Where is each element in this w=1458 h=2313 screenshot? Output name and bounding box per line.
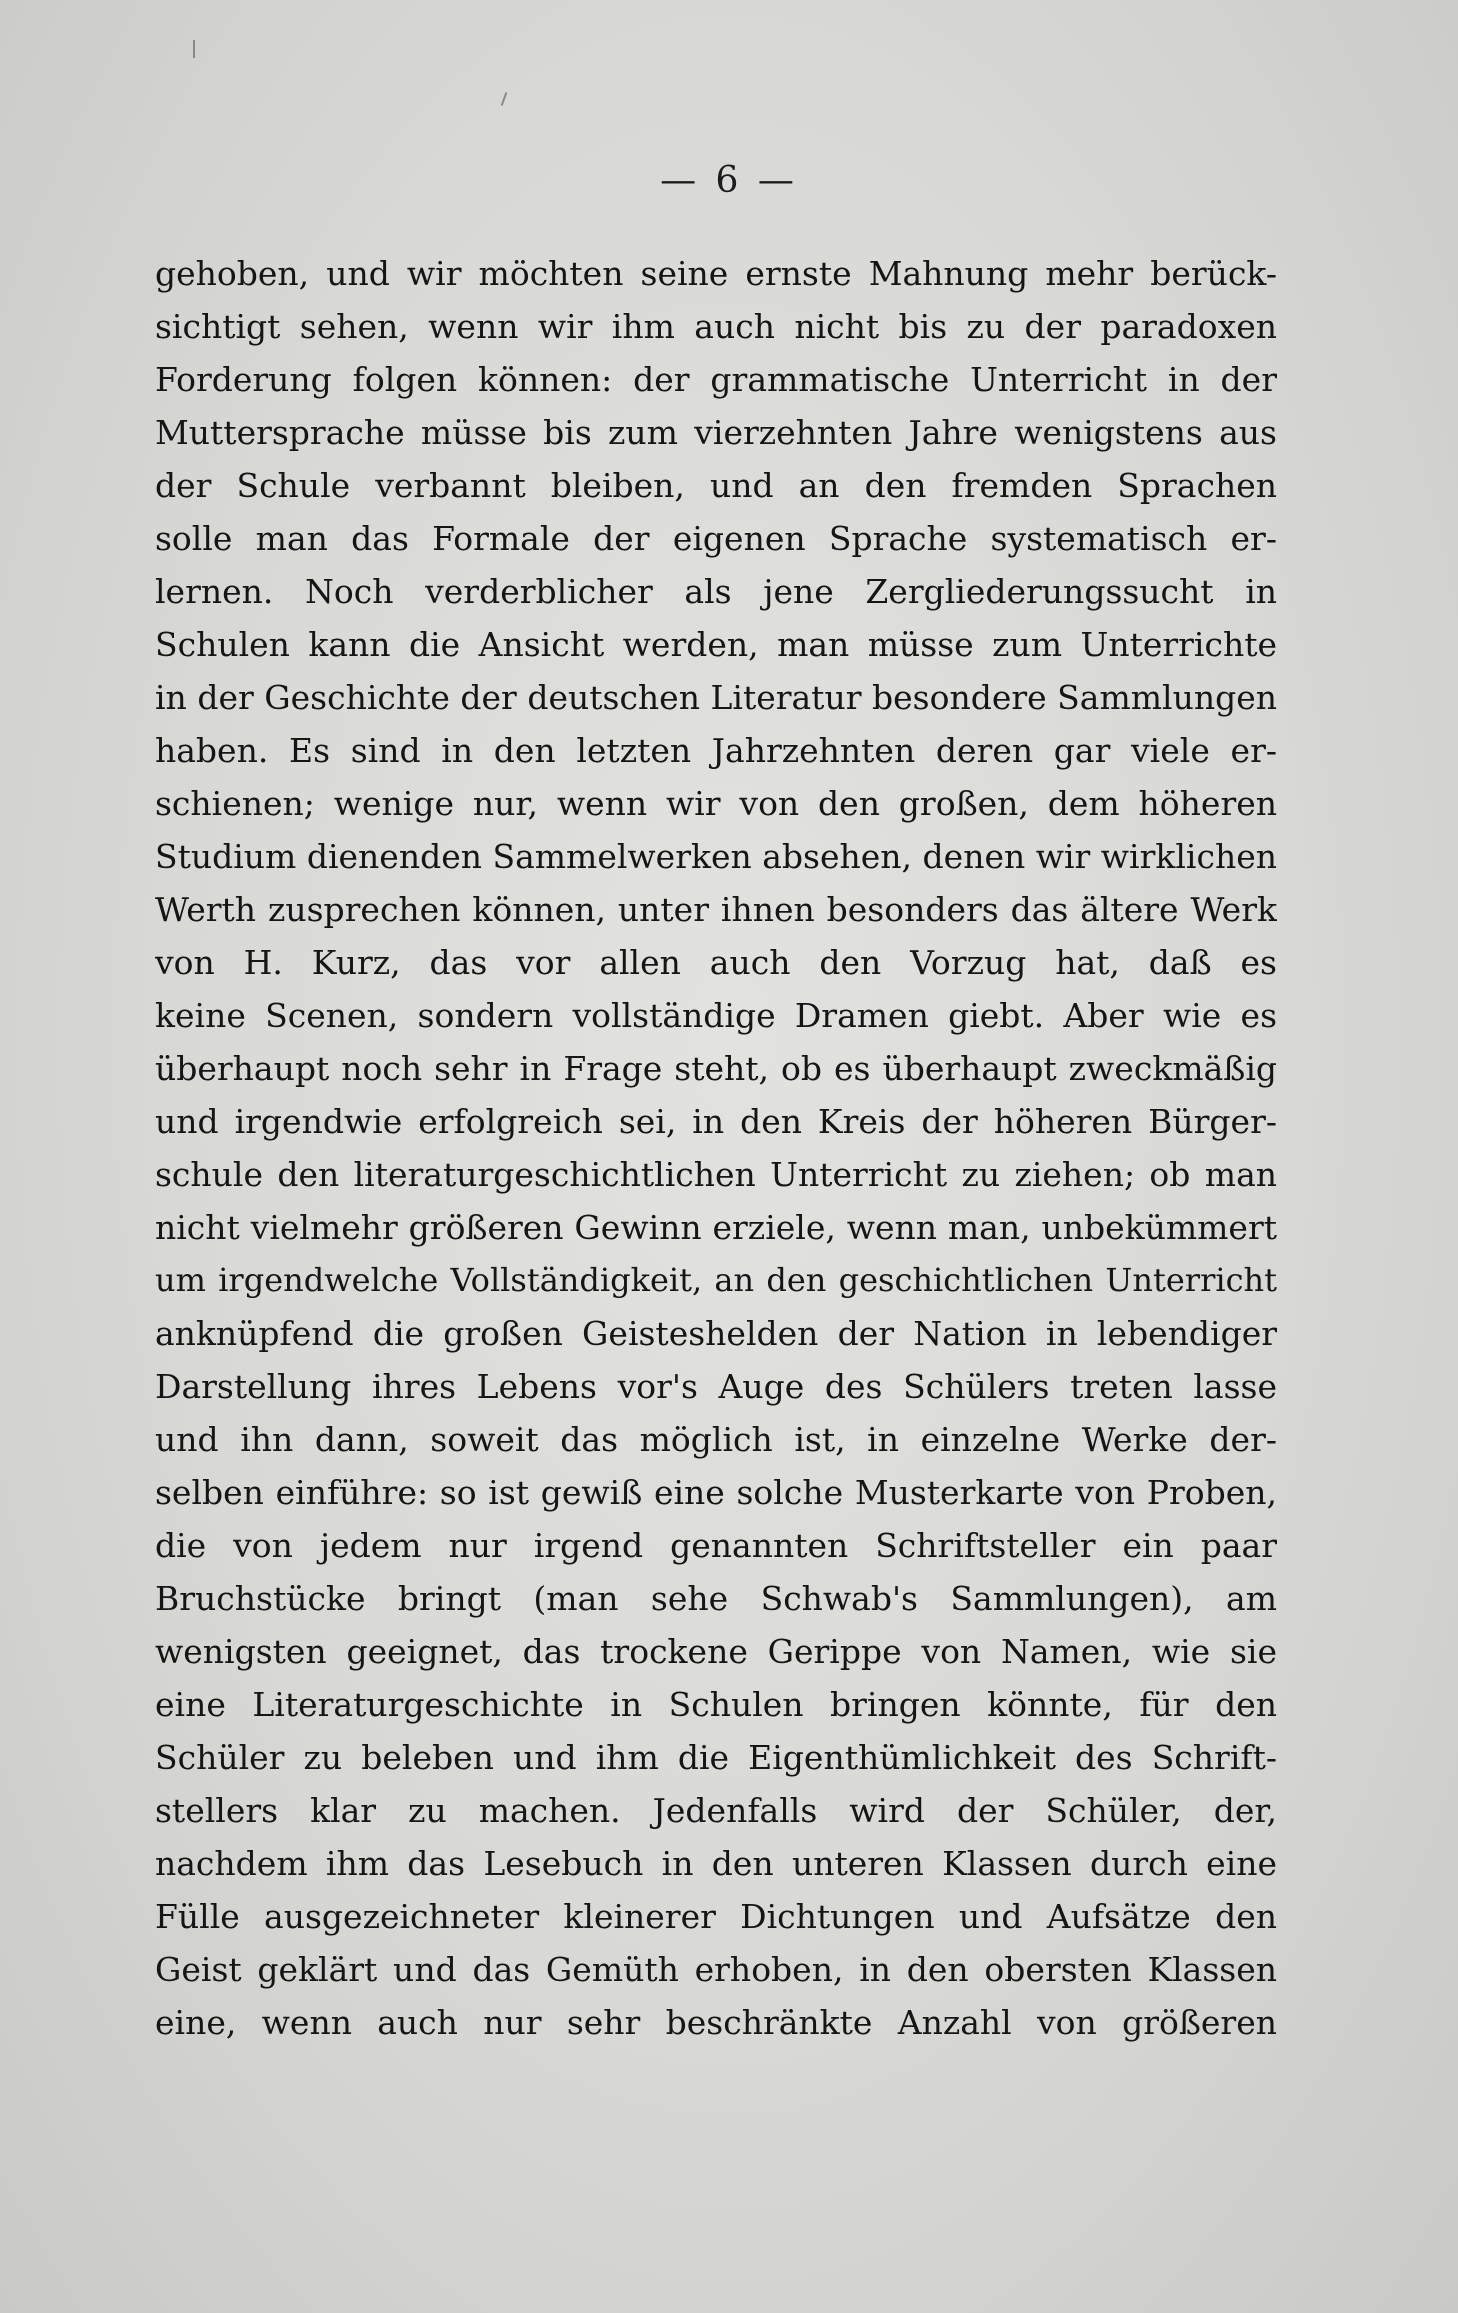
text-line: Werth zusprechen können, unter ihnen besonders das ältere Werk bbox=[155, 890, 1277, 929]
text-line: eine Literaturgeschichte in Schulen bringen könnte, für den bbox=[155, 1685, 1277, 1724]
text-line: solle man das Formale der eigenen Sprache systematisch er- bbox=[155, 519, 1277, 558]
text-line: Forderung folgen können: der grammatische Unterricht in der bbox=[155, 360, 1277, 399]
text-line: Geist geklärt und das Gemüth erhoben, in den obersten Klassen bbox=[155, 1950, 1277, 1989]
text-line: nachdem ihm das Lesebuch in den unteren Klassen durch eine bbox=[155, 1844, 1277, 1883]
text-line: Fülle ausgezeichneter kleinerer Dichtungen und Aufsätze den bbox=[155, 1897, 1277, 1936]
text-line: lernen. Noch verderblicher als jene Zergliederungssucht in bbox=[155, 572, 1277, 611]
text-line: keine Scenen, sondern vollständige Dramen giebt. Aber wie es bbox=[155, 996, 1277, 1035]
text-line: sichtigt sehen, wenn wir ihm auch nicht bis zu der paradoxen bbox=[155, 307, 1277, 346]
text-line: wenigsten geeignet, das trockene Gerippe von Namen, wie sie bbox=[155, 1632, 1277, 1671]
text-line: überhaupt noch sehr in Frage steht, ob es überhaupt zweckmäßig bbox=[155, 1049, 1277, 1088]
text-line: anknüpfend die großen Geisteshelden der Nation in lebendiger bbox=[155, 1314, 1277, 1353]
text-line: und irgendwie erfolgreich sei, in den Kreis der höheren Bürger- bbox=[155, 1102, 1277, 1141]
text-line: gehoben, und wir möchten seine ernste Mahnung mehr berück- bbox=[155, 254, 1277, 293]
page-number-header: — 6 — bbox=[660, 160, 798, 201]
text-line: von H. Kurz, das vor allen auch den Vorzug hat, daß es bbox=[155, 943, 1277, 982]
text-line: Studium dienenden Sammelwerken absehen, denen wir wirklichen bbox=[155, 837, 1277, 876]
text-line: Muttersprache müsse bis zum vierzehnten Jahre wenigstens aus bbox=[155, 413, 1277, 452]
text-line: um irgendwelche Vollständigkeit, an den geschichtlichen Unterricht bbox=[155, 1261, 1277, 1299]
paper-mark bbox=[193, 40, 195, 58]
text-line: Schulen kann die Ansicht werden, man müsse zum Unterrichte bbox=[155, 625, 1277, 664]
text-line: der Schule verbannt bleiben, und an den fremden Sprachen bbox=[155, 466, 1277, 505]
text-line: haben. Es sind in den letzten Jahrzehnten deren gar viele er- bbox=[155, 731, 1277, 770]
text-line: in der Geschichte der deutschen Literatur besondere Sammlungen bbox=[155, 678, 1277, 717]
text-line: nicht vielmehr größeren Gewinn erziele, wenn man, unbekümmert bbox=[155, 1208, 1277, 1247]
text-line: und ihn dann, soweit das möglich ist, in einzelne Werke der- bbox=[155, 1420, 1277, 1459]
text-line: eine, wenn auch nur sehr beschränkte Anzahl von größeren bbox=[155, 2003, 1277, 2042]
text-line: die von jedem nur irgend genannten Schriftsteller ein paar bbox=[155, 1526, 1277, 1565]
text-line: Schüler zu beleben und ihm die Eigenthümlichkeit des Schrift- bbox=[155, 1738, 1277, 1777]
text-line: schienen; wenige nur, wenn wir von den großen, dem höheren bbox=[155, 784, 1277, 823]
body-text bbox=[155, 247, 1277, 2049]
paper-mark bbox=[501, 92, 508, 106]
text-line: Darstellung ihres Lebens vor's Auge des Schülers treten lasse bbox=[155, 1367, 1277, 1406]
text-line: Bruchstücke bringt (man sehe Schwab's Sammlungen), am bbox=[155, 1579, 1277, 1618]
text-line: selben einführe: so ist gewiß eine solche Musterkarte von Proben, bbox=[155, 1473, 1277, 1512]
text-line: stellers klar zu machen. Jedenfalls wird der Schüler, der, bbox=[155, 1791, 1277, 1830]
text-line: schule den literaturgeschichtlichen Unterricht zu ziehen; ob man bbox=[155, 1155, 1277, 1194]
